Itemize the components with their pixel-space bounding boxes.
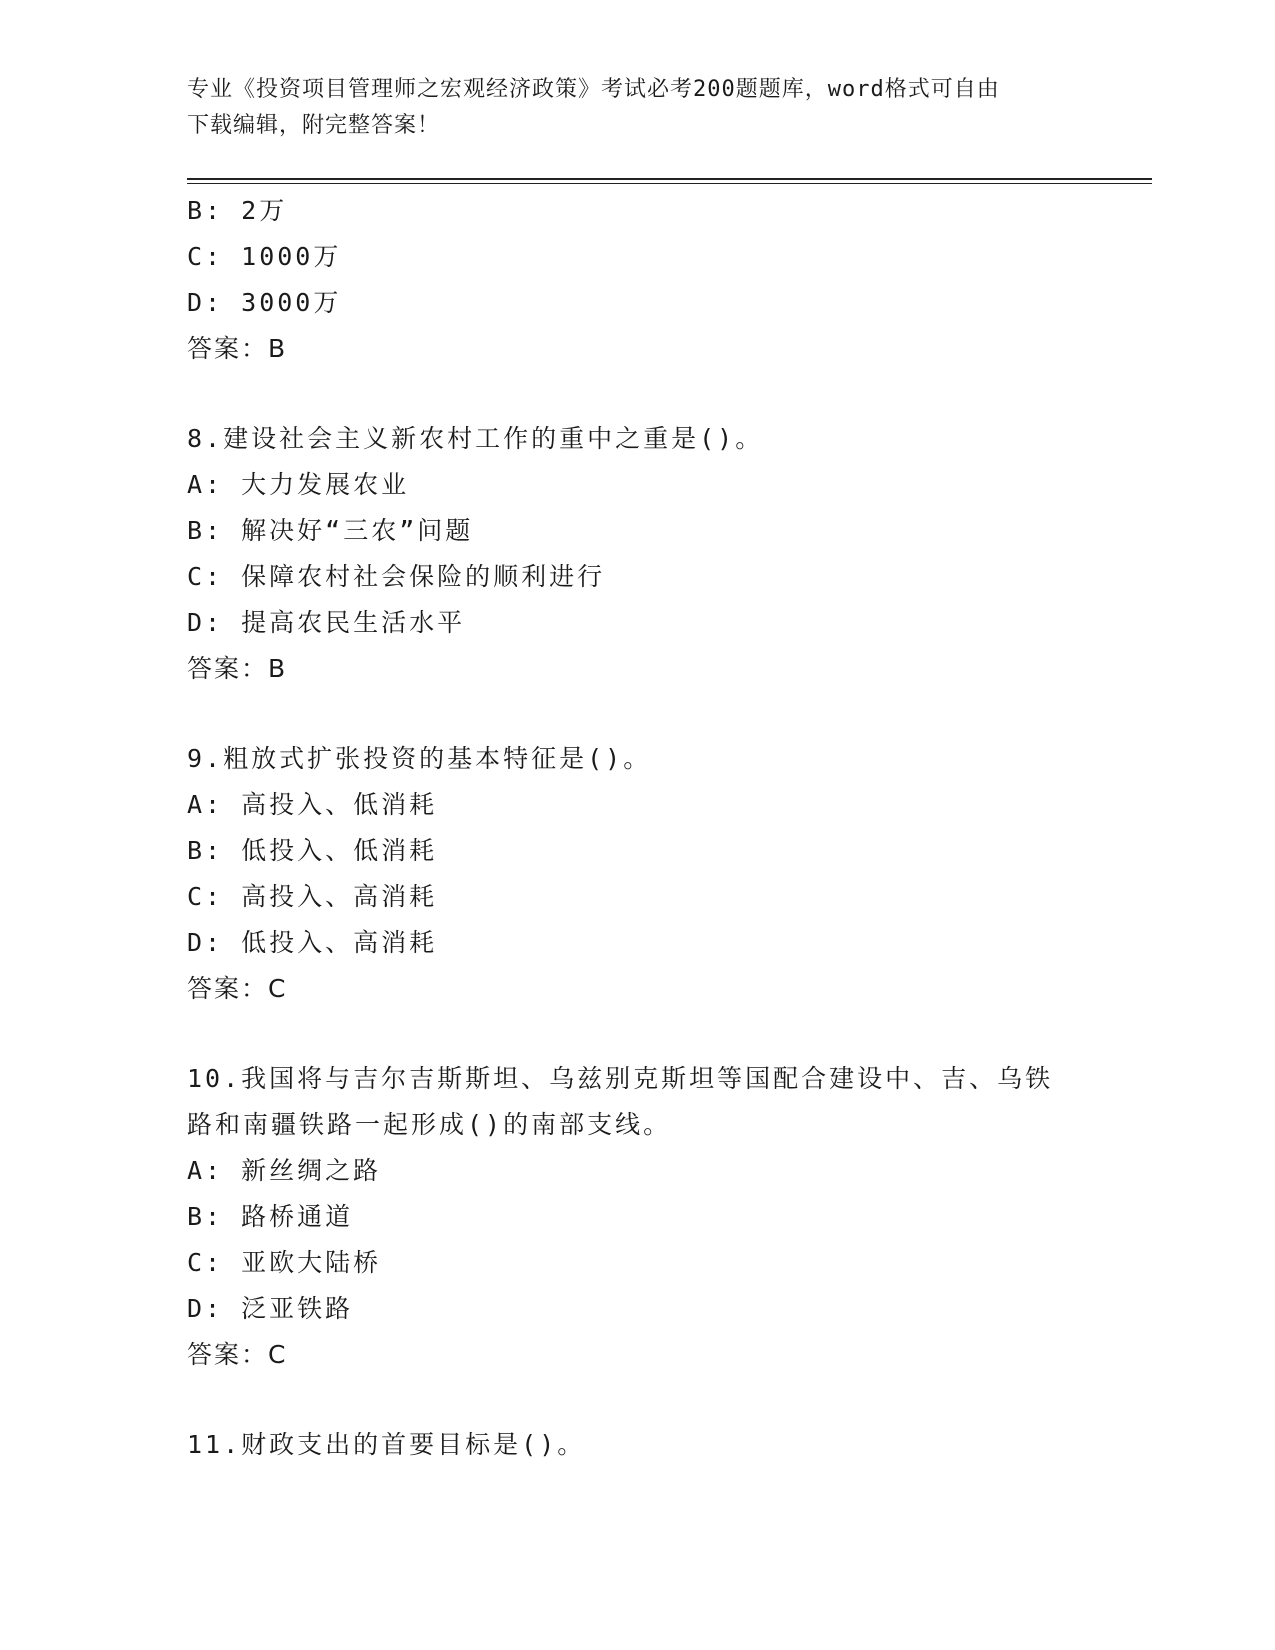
- option-c: C: 高投入、高消耗: [187, 882, 438, 911]
- question-text: 11.财政支出的首要目标是()。: [187, 1430, 586, 1459]
- answer: 答案：B: [187, 334, 288, 363]
- option-b: B: 解决好“三农”问题: [187, 516, 474, 545]
- option-a: A: 新丝绸之路: [187, 1156, 382, 1185]
- question-11: [187, 1422, 1107, 1468]
- option-d: D: 3000万: [187, 288, 342, 317]
- answer: 答案：C: [187, 974, 288, 1003]
- option-b: B: 低投入、低消耗: [187, 836, 438, 865]
- answer: 答案：B: [187, 654, 288, 683]
- question-text-line-1: 10.我国将与吉尔吉斯斯坦、乌兹别克斯坦等国配合建设中、吉、乌铁: [187, 1064, 1054, 1093]
- question-text-line-2: 路和南疆铁路一起形成()的南部支线。: [187, 1110, 672, 1139]
- header-divider-thick: [187, 178, 1152, 180]
- question-7-tail: [187, 188, 1107, 372]
- option-b: B: 2万: [187, 196, 288, 225]
- header-divider-thin: [187, 183, 1152, 184]
- option-d: D: 泛亚铁路: [187, 1294, 354, 1323]
- answer: 答案：C: [187, 1340, 288, 1369]
- option-b: B: 路桥通道: [187, 1202, 354, 1231]
- question-10: [187, 1056, 1107, 1378]
- option-c: C: 1000万: [187, 242, 342, 271]
- document-header: [187, 72, 1087, 144]
- question-8: [187, 416, 1107, 692]
- header-line-2: 下载编辑，附完整答案！: [187, 113, 441, 138]
- option-d: D: 提高农民生活水平: [187, 608, 466, 637]
- question-9: [187, 736, 1107, 1012]
- option-a: A: 大力发展农业: [187, 470, 410, 499]
- header-line-1: 专业《投资项目管理师之宏观经济政策》考试必考200题题库，word格式可自由: [187, 77, 1000, 102]
- option-c: C: 亚欧大陆桥: [187, 1248, 382, 1277]
- question-list: [187, 188, 1107, 1468]
- option-d: D: 低投入、高消耗: [187, 928, 438, 957]
- option-c: C: 保障农村社会保险的顺利进行: [187, 562, 606, 591]
- option-a: A: 高投入、低消耗: [187, 790, 438, 819]
- question-text: 8.建设社会主义新农村工作的重中之重是()。: [187, 424, 764, 453]
- question-text: 9.粗放式扩张投资的基本特征是()。: [187, 744, 652, 773]
